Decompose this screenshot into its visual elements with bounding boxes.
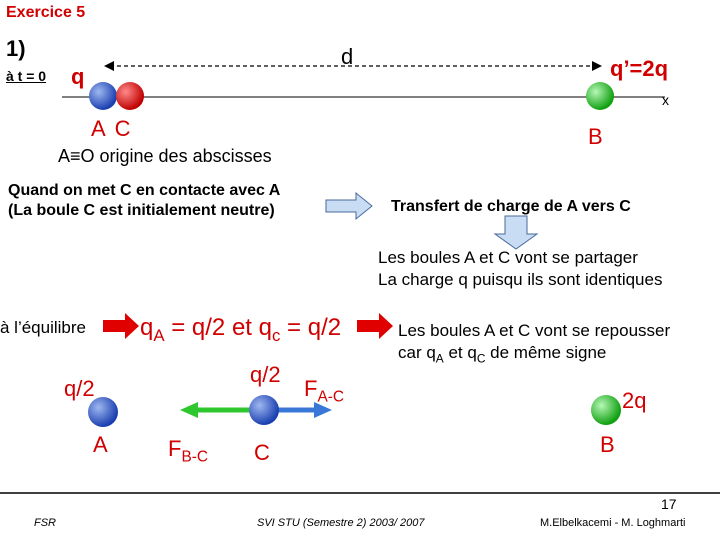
charge-2q-label: 2q [622, 388, 647, 413]
block-arrow-right-1 [326, 193, 372, 219]
repel-line-2 [398, 342, 670, 369]
force-BC-label [168, 436, 208, 466]
label-A-bottom: A [93, 432, 108, 457]
eq-qA: q [140, 314, 154, 341]
eq-mid: = q/2 et q [164, 314, 272, 341]
exercise-title: Exercice 5 [6, 4, 86, 21]
repel-text [398, 320, 670, 369]
footer-left: FSR [34, 517, 56, 529]
label-B-bottom: B [600, 432, 615, 457]
footer-right: M.Elbelkacemi - M. Loghmarti [540, 517, 686, 529]
eq-end: = q/2 [280, 314, 342, 341]
contact-text [8, 181, 280, 221]
share-line-1: Les boules A et C vont se partager [378, 248, 638, 267]
contact-line-2: (La boule C est initialement neutre) [8, 202, 275, 219]
axis-label: x [662, 92, 669, 108]
ball-C-top [116, 82, 144, 110]
eq-qA-sub: A [153, 325, 165, 345]
ball-B-top [586, 82, 614, 110]
repel-line-1: Les boules A et C vont se repousser [398, 321, 671, 340]
ball-A-top [89, 82, 117, 110]
label-C-bottom: C [254, 440, 270, 465]
force-AC-base: F [304, 376, 318, 401]
charge-q2-left: q/2 [64, 376, 95, 401]
equilibrium-equation [140, 314, 341, 346]
block-arrow-down [495, 216, 537, 249]
red-arrow-1 [103, 313, 139, 339]
time-label: à t = 0 [6, 68, 47, 84]
repel-end: de même signe [485, 343, 607, 362]
label-AC: A C [91, 116, 133, 141]
transfer-text: Transfert de charge de A vers C [391, 198, 631, 215]
charge-q2-center: q/2 [250, 362, 281, 387]
repel-subC: C [476, 351, 486, 366]
contact-line-1: Quand on met C en contacte avec A [8, 182, 281, 199]
charge-q-prime-label: q’=2q [610, 56, 669, 81]
origin-text: A≡O origine des abscisses [58, 146, 272, 166]
footer-center: SVI STU (Semestre 2) 2003/ 2007 [257, 517, 425, 529]
distance-label: d [341, 44, 354, 69]
repel-subA: A [435, 351, 444, 366]
part-number: 1) [6, 36, 26, 61]
repel-mid: et q [443, 343, 477, 362]
page-number: 17 [661, 496, 677, 512]
label-B-top: B [588, 124, 603, 149]
equilibrium-label: à l’équilibre [0, 318, 86, 337]
force-AC-sub: A-C [317, 388, 344, 406]
repel-pre: car q [398, 343, 436, 362]
eq-qc-sub: c [271, 325, 281, 345]
force-BC-sub: B-C [181, 448, 208, 466]
share-line-2: La charge q puisqu ils sont identiques [378, 270, 663, 289]
share-text [378, 247, 662, 291]
ball-C-bottom [249, 395, 279, 425]
red-arrow-2 [357, 313, 393, 339]
ball-B-bottom [591, 395, 621, 425]
charge-q-label: q [71, 64, 85, 89]
force-BC-base: F [168, 436, 182, 461]
force-AC-label [304, 376, 344, 406]
